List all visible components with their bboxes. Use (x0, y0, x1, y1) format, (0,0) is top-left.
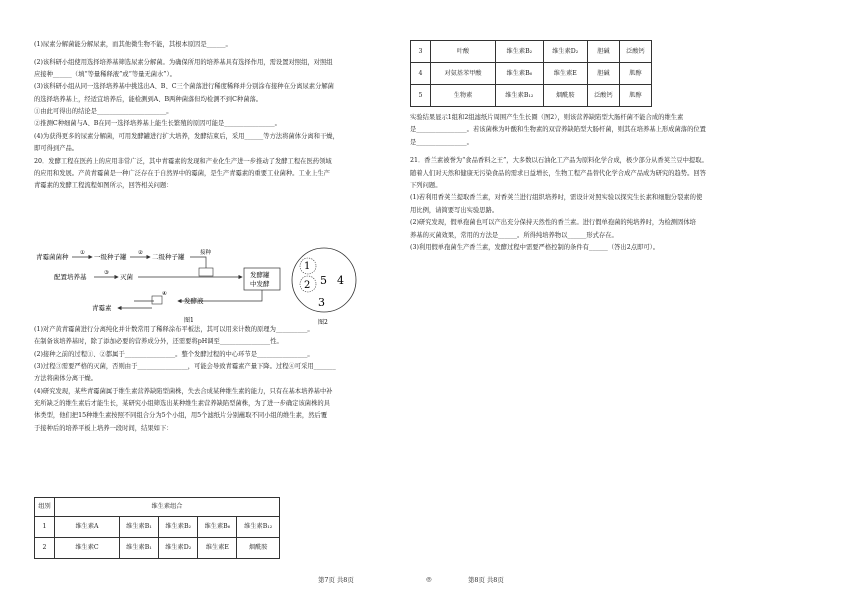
q21-part2-line2: 养基的灭菌效果，常用的方法是______。所得纯培养物以______形式存在。 (410, 231, 618, 239)
table-cell: 烟酰胺 (543, 85, 587, 107)
table-cell: 维生素B₂ (158, 517, 198, 538)
table-cell: 胆碱 (587, 41, 619, 63)
q20-intro-line1: 20．发酵工程在医药上的应用非常广泛，其中青霉素的发现和产业化生产进一步推动了发酵工程在医药领域 (34, 157, 332, 165)
table-cell: 叶酸 (431, 41, 496, 63)
step-4-marker: ④ (162, 291, 167, 297)
fermenter-label-2: 中发酵 (250, 280, 270, 288)
q20-intro-line2: 的应用和发展。产黄青霉菌是一种广泛存在于自然界中的霉菌，是生产青霉素的重要工业菌种。工业上生产 (34, 169, 330, 177)
table-row (35, 538, 280, 559)
step-3-marker: ③ (104, 270, 109, 276)
table-cell: 对氨基苯甲酸 (431, 63, 496, 85)
petri-dish-diagram (286, 244, 366, 326)
q19-part3-line1: (3)该科研小组从同一选择培养基中挑选出A、B、C三个菌落进行稀度稀释并分别涂布接种在分离尿素分解菌 (34, 83, 334, 91)
q21-intro-line2: 随着人们对天然和健康无污染食品的需求日益增长，生物工程产品替代化学合成产品成为研究的趋势。回答 (410, 169, 706, 177)
flask2-label: 二级种子罐 (152, 253, 185, 261)
q21-intro-line1: 21．香兰素被誉为“食品香料之王”，大多数以石油化工产品为原料化学合成，极少部分从香荚兰豆中提取。 (410, 157, 708, 165)
table-header-combo: 维生素组合 (55, 498, 280, 517)
q21-part2-line1: (2)研究发现，假单孢菌也可以产出充分保持天然性的香兰素。进行假单孢菌的纯培养时，为检测固体培 (410, 219, 696, 227)
result-line3: 是________________。 (410, 138, 473, 146)
product-label: 青霉素 (92, 304, 112, 312)
strain-label: 青霉菌菌种 (36, 253, 69, 261)
q19-part3-line4: ②推测C种细菌与A、B在同一选择培养基上能生长繁殖的原因可能是________________。 (34, 120, 281, 128)
table-cell: 维生素B₆ (198, 517, 237, 538)
dish-label-2: 2 (304, 280, 311, 291)
result-line1: 实验结果显示1组和2组滤纸片周围产生生长圈（图2），则该营养缺陷型大肠杆菌不能合成的维生素 (410, 114, 684, 121)
table-cell: 维生素D₂ (543, 41, 587, 63)
table-cell: 3 (411, 41, 431, 63)
page-number-left: 第7页 共8页 (318, 576, 354, 584)
result-line2: 是________________。若该菌株为叶酸和生物素的双营养缺陷型大肠杆菌，则其在培养基上形成菌落的位置 (410, 126, 706, 134)
fermentation-flow-diagram (34, 246, 284, 324)
table-cell: 4 (411, 63, 431, 85)
table-cell: 5 (411, 85, 431, 107)
fermenter-label-1: 发酵罐 (250, 271, 270, 279)
q19-part1: (1)尿素分解菌能分解尿素，而其他微生物不能，其根本原因是______。 (34, 41, 232, 48)
step-1-marker: ① (80, 250, 85, 256)
table-cell: 烟酰胺 (237, 538, 280, 559)
table-cell: 胆碱 (587, 63, 619, 85)
dish-label-5: 5 (320, 274, 327, 287)
q20-part4-line2: 充所缺乏的维生素后才能生长，某研究小组筛选出某种维生素营养缺陷型菌株，为了进一步确定该菌株的具 (34, 400, 330, 408)
fig2-caption: 图2 (318, 319, 328, 326)
table-cell: 维生素B₆ (496, 63, 544, 85)
table-cell: 维生素B₁ (120, 517, 159, 538)
inoc-label: 接种 (200, 250, 212, 256)
table-cell: 泛酸钙 (587, 85, 619, 107)
vitamin-table-part1 (34, 497, 280, 559)
table-cell: 维生素B₁ (120, 538, 159, 559)
q19-part4-line2: 即可得到产品。 (34, 145, 79, 153)
table-cell: 维生素A (55, 517, 120, 538)
step-2-marker: ② (138, 250, 143, 256)
vitamin-table-part2 (410, 40, 652, 107)
table-cell: 维生素D₂ (158, 538, 198, 559)
filtrate-label: 发酵液 (184, 297, 204, 305)
table-cell: 维生素B₂ (496, 41, 544, 63)
table-cell: 泛酸钙 (619, 41, 651, 63)
medium-label: 配置培养基 (54, 273, 87, 281)
table-header-group: 组别 (35, 498, 55, 517)
page-separator-icon: ◎ (426, 575, 432, 583)
q19-part4-line1: (4)为获得更多的尿素分解菌，可用发酵罐进行扩大培养，发酵结束后，采用______等方法将菌体分离和干燥， (34, 132, 339, 140)
dish-label-3: 3 (318, 296, 325, 309)
q21-part3: (3)利用假单孢菌生产香兰素，发酵过程中需要严格控制的条件有______（答出2点即可）。 (410, 243, 660, 251)
dish-label-1: 1 (304, 261, 311, 272)
table-row (411, 63, 652, 85)
q20-part3-line1: (3)过程③需要严格的灭菌，否则由于________________，可能会导致青霉素产量下降。过程④可采用_______ (34, 363, 336, 371)
q19-part3-line3: ①由此可得出的结论是______________________。 (34, 108, 173, 116)
table-cell: 肌醇 (619, 63, 651, 85)
dish-label-4: 4 (337, 274, 344, 287)
q20-part1-line2: 在制备该培养基时，除了添加必要的营养成分外，还需要将pH调至________________性。 (34, 338, 283, 346)
table-cell: 维生素B₁₂ (496, 85, 544, 107)
table-cell: 维生素E (198, 538, 237, 559)
q19-part2-line1: (2)该科研小组使用选择培养基筛选尿素分解菌。为确保所用的培养基具有选择作用，需设置对照组，对照组 (34, 58, 333, 66)
q20-intro-line3: 青霉素的发酵工程流程如图所示，回答相关问题： (34, 182, 173, 190)
q20-part1-line1: (1)对产黄青霉菌进行分离纯化并计数常用了稀释涂布平板法，其可以用来计数的原理为__________。 (34, 326, 314, 333)
table-cell: 维生素C (55, 538, 120, 559)
q20-part4-line4: 于接种后的培养平板上培养一段时间，结果如下： (34, 424, 173, 432)
fig1-caption: 图1 (184, 317, 194, 324)
table-row (411, 85, 652, 107)
q19-part3-line2: 的选择培养基上，经适宜培养后，能检测到A、B两种菌落但均检测不到C种菌落。 (34, 95, 263, 103)
table-cell: 维生素E (543, 63, 587, 85)
q20-part4-line1: (4)研究发现，某些青霉菌属于维生素营养缺陷型菌株，失去合成某种维生素的能力，只有在基本培养基中补 (34, 387, 333, 395)
table-cell: 1 (35, 517, 55, 538)
q20-part2: (2)接种之前的过程①、②都属于________________。整个发酵过程的中心环节是________________。 (34, 350, 314, 358)
table-cell: 肌醇 (619, 85, 651, 107)
flask1-label: 一级种子罐 (94, 253, 127, 261)
q21-part1-line1: (1)若利用香荚兰提取香兰素，对香荚兰进行组织培养时，需设计对照实验以探究生长素和细胞分裂素的使 (410, 194, 703, 202)
q20-part4-line3: 体类型，他们把15种维生素按照不同组合分为5个小组，用5个滤纸片分别蘸取不同小组的维生素，然后覆 (34, 412, 328, 420)
q21-intro-line3: 下列问题。 (410, 182, 442, 190)
q20-part3-line2: 方法将菌体分离干燥。 (34, 375, 97, 383)
page-number-right: 第8页 共8页 (468, 576, 504, 584)
table-cell: 维生素B₁₂ (237, 517, 280, 538)
q19-part2-line2: 应接种______（填“等量稀释液”或“等量无菌水”）。 (34, 71, 176, 79)
table-cell: 生物素 (431, 85, 496, 107)
sterilize-label: 灭菌 (120, 273, 133, 281)
table-cell: 2 (35, 538, 55, 559)
table-row (35, 517, 280, 538)
q21-part1-line2: 用比例，请简要写出实验思路。 (410, 206, 499, 214)
table-row (411, 41, 652, 63)
